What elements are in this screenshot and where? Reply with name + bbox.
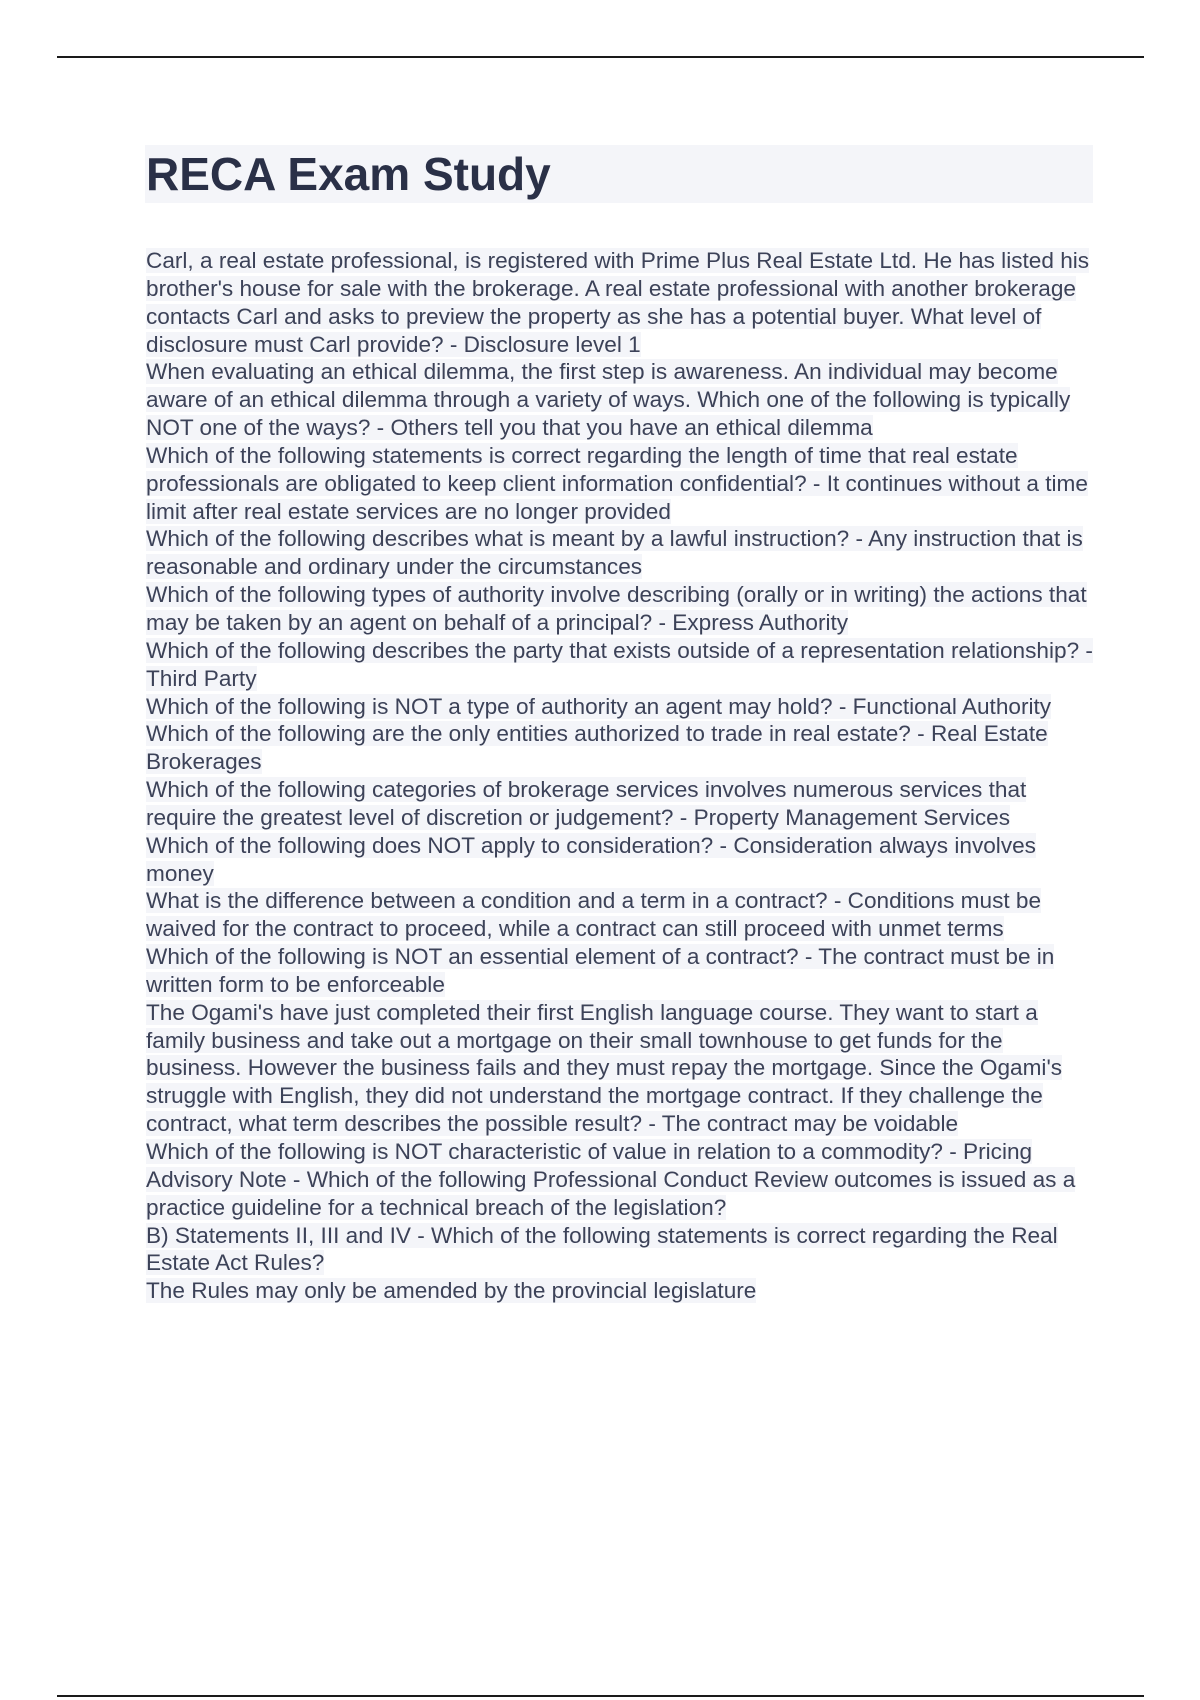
qa-text: Which of the following statements is correct regarding the length of time that real estate professionals are obligated to keep client information confidential? - It continues without a time limit after real estate services are no longer provided <box>146 442 1088 524</box>
qa-entry <box>146 581 1096 637</box>
qa-text: Which of the following categories of brokerage services involves numerous services that require the greatest level of discretion or judgement? - Property Management Services <box>146 777 1027 830</box>
top-rule <box>57 56 1144 58</box>
bottom-rule <box>57 1695 1144 1697</box>
qa-text: Which of the following is NOT an essential element of a contract? - The contract must be in written form to be enforceable <box>146 944 1055 997</box>
qa-text: The Rules may only be amended by the provincial legislature <box>146 1278 757 1304</box>
qa-text: Advisory Note - Which of the following Professional Conduct Review outcomes is issued as a practice guideline for a technical breach of the legislation? <box>146 1166 1076 1220</box>
qa-entry <box>146 358 1096 442</box>
qa-entry <box>146 776 1096 832</box>
qa-entry <box>146 832 1096 888</box>
qa-text: Which of the following is NOT characteristic of value in relation to a commodity? - Pricing <box>146 1139 1033 1164</box>
qa-text: Which of the following describes the party that exists outside of a representation relationship? - Third Party <box>146 637 1093 691</box>
qa-entry <box>146 525 1096 581</box>
qa-entry <box>146 247 1096 358</box>
qa-text: The Ogami's have just completed their first English language course. They want to start a family business and take out a mortgage on their small townhouse to get funds for the business. However the business fails and they must repay the mortgage. Since the Ogami's struggle with English, they did not understand the mortgage contract. If they challenge the contract, what term describes the possible result? - The contract may be voidable <box>146 999 1063 1137</box>
qa-entry <box>146 693 1096 721</box>
qa-text: What is the difference between a condition and a term in a contract? - Conditions must be waived for the contract to proceed, while a contract can still proceed with unmet terms <box>146 888 1042 942</box>
qa-entry <box>146 1166 1096 1222</box>
qa-text: Which of the following does NOT apply to consideration? - Consideration always involves money <box>146 832 1036 886</box>
qa-entry <box>146 1222 1096 1278</box>
qa-entry <box>146 720 1096 776</box>
qa-entry <box>146 999 1096 1138</box>
qa-text: Carl, a real estate professional, is registered with Prime Plus Real Estate Ltd. He has listed his brother's house for sale with the brokerage. A real estate professional with another brokerage contacts Carl and asks to preview the property as she has a potential buyer. What level of disclosure must Carl provide? - Disclosure level 1 <box>146 248 1090 357</box>
qa-entry <box>146 442 1096 526</box>
qa-text: Which of the following describes what is meant by a lawful instruction? - Any instruction that is reasonable and ordinary under the circumstances <box>146 526 1083 580</box>
qa-text: Which of the following are the only entities authorized to trade in real estate? - Real Estate Brokerages <box>146 721 1048 775</box>
qa-text: Which of the following types of authority involve describing (orally or in writing) the actions that may be taken by an agent on behalf of a principal? - Express Authority <box>146 582 1087 635</box>
qa-entry <box>146 1138 1096 1166</box>
qa-entry <box>146 887 1096 943</box>
qa-entry <box>146 637 1096 693</box>
qa-text: B) Statements II, III and IV - Which of the following statements is correct regarding the Real Estate Act Rules? <box>146 1222 1058 1276</box>
qa-entry <box>146 1277 1096 1305</box>
qa-text: When evaluating an ethical dilemma, the first step is awareness. An individual may become aware of an ethical dilemma through a variety of ways. Which one of the following is typically NOT one of the ways? - Others tell you that you have an ethical dilemma <box>146 359 1071 441</box>
qa-text: Which of the following is NOT a type of authority an agent may hold? - Functional Authority <box>146 693 1052 719</box>
qa-list <box>146 247 1096 1305</box>
qa-entry <box>146 943 1096 999</box>
document-title: RECA Exam Study <box>146 148 551 200</box>
